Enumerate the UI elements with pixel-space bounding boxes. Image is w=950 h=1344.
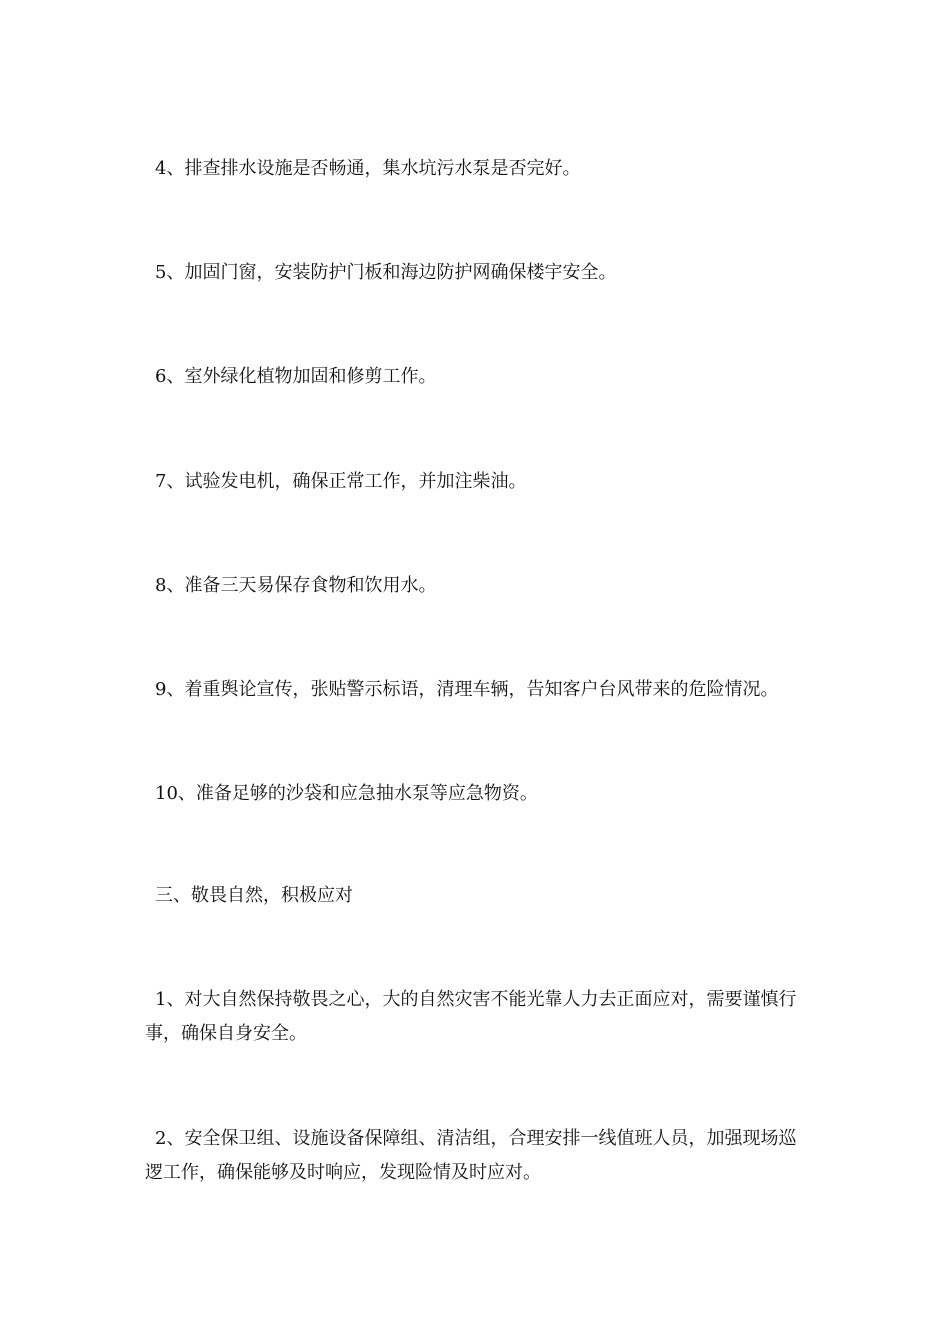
paragraph-item-10 [145, 777, 805, 811]
paragraph-text: 6、室外绿化植物加固和修剪工作。 [155, 366, 437, 387]
paragraph-text: 9、着重舆论宣传，张贴警示标语，清理车辆，告知客户台风带来的危险情况。 [155, 679, 779, 700]
paragraph-item-2 [145, 1122, 805, 1190]
paragraph-item-4 [145, 152, 805, 186]
section-heading [145, 879, 805, 913]
paragraph-text: 4、排查排水设施是否畅通，集水坑污水泵是否完好。 [155, 158, 581, 179]
paragraph-item-1 [145, 983, 805, 1051]
paragraph-item-7 [145, 465, 805, 499]
paragraph-text: 5、加固门窗，安装防护门板和海边防护网确保楼宇安全。 [155, 262, 617, 283]
section-heading-text: 三、敬畏自然，积极应对 [155, 885, 353, 906]
paragraph-item-6 [145, 360, 805, 394]
paragraph-text: 2、安全保卫组、设施设备保障组、清洁组，合理安排一线值班人员，加强现场巡逻工作，确保能够及时响应，发现险情及时应对。 [145, 1128, 797, 1183]
paragraph-text: 7、试验发电机，确保正常工作，并加注柴油。 [155, 471, 527, 492]
paragraph-item-5 [145, 256, 805, 290]
paragraph-text: 8、准备三天易保存食物和饮用水。 [155, 575, 437, 596]
paragraph-text: 1、对大自然保持敬畏之心，大的自然灾害不能光靠人力去正面应对，需要谨慎行事，确保自身安全。 [145, 989, 797, 1044]
paragraph-item-9 [145, 673, 845, 707]
paragraph-text: 10、准备足够的沙袋和应急抽水泵等应急物资。 [155, 783, 538, 804]
paragraph-item-8 [145, 569, 805, 603]
